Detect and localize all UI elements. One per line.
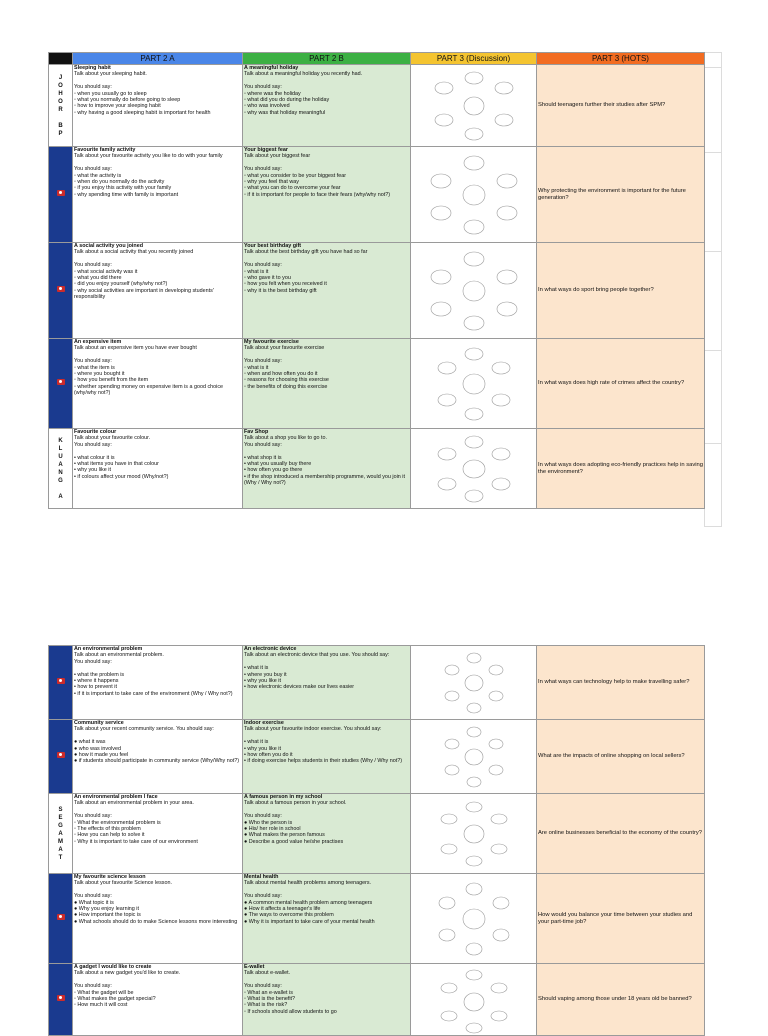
topic-body: Talk about a social activity that you recently joined You should say: ◦ what social activity was it ◦ what you did there ◦ did you enjoy yourself (why/why not?) ◦ why social activities are important in developing students' responsibility bbox=[74, 249, 214, 301]
topic-body: Talk about an environmental problem in your area. You should say: ◦ What the environmental problem is ◦ The effects of this problem ◦ How you can help to solve it ◦ Why it is important to take care of our environment bbox=[74, 800, 198, 845]
topic-title: A gadget I would like to create bbox=[74, 964, 152, 970]
hots-question[interactable]: What are the impacts of online shopping on local sellers? bbox=[537, 720, 705, 794]
part2b-cell[interactable] bbox=[243, 794, 411, 874]
part2a-cell[interactable] bbox=[73, 794, 243, 874]
table-row bbox=[49, 720, 705, 794]
topic-title: A meaningful holiday bbox=[244, 65, 299, 71]
topic-body: Talk about your favourite colour. You should say: • what colour it is • what items you have in that colour • why you like it • if colours affect your mood (Why/not?) bbox=[74, 435, 169, 480]
topic-body: Talk about your favourite exercise You should say: ◦ what is it ◦ when and how often you do it ◦ reasons for choosing this exercise ◦ the benefits of doing this exercise bbox=[244, 345, 329, 390]
mind-map-thumbnail bbox=[419, 151, 529, 239]
mind-map-cell[interactable] bbox=[411, 794, 537, 874]
table-row bbox=[49, 65, 705, 147]
part2a-cell[interactable] bbox=[73, 147, 243, 243]
table-row bbox=[49, 339, 705, 429]
table-row bbox=[49, 429, 705, 509]
table-row bbox=[49, 874, 705, 964]
mind-map-thumbnail bbox=[419, 432, 529, 506]
topic-title: An environmental problem I face bbox=[74, 794, 158, 800]
header-part-2a[interactable]: PART 2 A bbox=[73, 53, 243, 65]
state-label: K L U A N G A bbox=[49, 429, 73, 509]
topic-title: An expensive item bbox=[74, 339, 122, 345]
part2b-cell[interactable] bbox=[243, 646, 411, 720]
speaking-topics-table-2 bbox=[48, 645, 705, 1036]
topic-body: Talk about a new gadget you'd like to create. You should say: ◦ What the gadget will be ◦ What makes the gadget special? ◦ How much it will cost bbox=[74, 970, 181, 1009]
part2a-cell[interactable] bbox=[73, 964, 243, 1036]
state-label bbox=[49, 964, 73, 1036]
topic-title: Mental health bbox=[244, 874, 279, 880]
state-label bbox=[49, 243, 73, 339]
header-part-2b[interactable]: PART 2 B bbox=[243, 53, 411, 65]
topic-title: An environmental problem bbox=[74, 646, 143, 652]
mind-map-cell[interactable] bbox=[411, 243, 537, 339]
topic-body: Talk about e-wallet. You should say: ◦ What an e-wallet is ◦ What is the benefit? ◦ What is the risk? ◦ If schools should allow students to go bbox=[244, 970, 337, 1015]
hots-question[interactable]: In what ways does adopting eco-friendly practices help in saving the environment? bbox=[537, 429, 705, 509]
mind-map-cell[interactable] bbox=[411, 646, 537, 720]
part2a-cell[interactable] bbox=[73, 339, 243, 429]
table-row bbox=[49, 646, 705, 720]
mind-map-thumbnail bbox=[419, 648, 529, 718]
hots-question[interactable]: Why protecting the environment is important for the future generation? bbox=[537, 147, 705, 243]
mind-map-cell[interactable] bbox=[411, 964, 537, 1036]
mind-map-thumbnail bbox=[419, 877, 529, 961]
flag-icon bbox=[57, 995, 65, 1001]
header-part-3-discussion[interactable]: PART 3 (Discussion) bbox=[411, 53, 537, 65]
topic-title: Sleeping habit bbox=[74, 65, 111, 71]
part2b-cell[interactable] bbox=[243, 964, 411, 1036]
state-label bbox=[49, 874, 73, 964]
part2b-cell[interactable] bbox=[243, 720, 411, 794]
header-corner bbox=[49, 53, 73, 65]
mind-map-thumbnail bbox=[419, 342, 529, 426]
hots-question[interactable]: How would you balance your time between your studies and your part-time job? bbox=[537, 874, 705, 964]
flag-icon bbox=[57, 190, 65, 196]
mind-map-thumbnail bbox=[419, 247, 529, 335]
topic-title: A famous person in my school bbox=[244, 794, 323, 800]
topic-body: Talk about your sleeping habit. You should say: ◦ when you usually go to sleep ◦ what you normally do before going to sleep ◦ how to improve your sleeping habit ◦ why having a good sleeping habit is important for health bbox=[74, 71, 211, 116]
topic-title: Community service bbox=[74, 720, 124, 726]
table-row bbox=[49, 243, 705, 339]
topic-title: E-wallet bbox=[244, 964, 265, 970]
topic-title: My favourite exercise bbox=[244, 339, 299, 345]
topic-body: Talk about a shop you like to go to. You should say: • what shop it is • what you usually buy there • how often you go there • if the shop introduced a membership programme, would you join it (Why / Why not?) bbox=[244, 435, 405, 487]
part2b-cell[interactable] bbox=[243, 243, 411, 339]
topic-title: Indoor exercise bbox=[244, 720, 284, 726]
state-label bbox=[49, 646, 73, 720]
flag-icon bbox=[57, 752, 65, 758]
empty-grid-top bbox=[704, 52, 722, 527]
topic-body: Talk about an environmental problem. You should say: • what the problem is • where it happens • how to prevent it • if it is important to take care of the environment (Why / Why not?) bbox=[74, 652, 233, 697]
mind-map-thumbnail bbox=[419, 722, 529, 792]
part2b-cell[interactable] bbox=[243, 147, 411, 243]
header-part-3-hots[interactable]: PART 3 (HOTS) bbox=[537, 53, 705, 65]
topic-body: Talk about your biggest fear You should say: ◦ what you consider to be your biggest fear ◦ why you feel that way ◦ what you can do to overcome your fear ◦ if it is important for people to face their fears (why/why not?) bbox=[244, 153, 391, 198]
mind-map-cell[interactable] bbox=[411, 65, 537, 147]
part2a-cell[interactable] bbox=[73, 874, 243, 964]
topic-title: Favourite colour bbox=[74, 429, 117, 435]
part2b-cell[interactable] bbox=[243, 65, 411, 147]
part2b-cell[interactable] bbox=[243, 339, 411, 429]
hots-question[interactable]: In what ways can technology help to make travelling safer? bbox=[537, 646, 705, 720]
topic-body: Talk about mental health problems among teenagers. You should say: ● A common mental health problem among teenagers ● How it affects a teenager's life ● The ways to overcome this problem ● Why it is important to take care of your mental health bbox=[244, 880, 375, 925]
topic-body: Talk about a famous person in your school. You should say: ● Who the person is ● His/ her role in school ● What makes the person famous ● Describe a good value he/she practises bbox=[244, 800, 347, 845]
part2a-cell[interactable] bbox=[73, 429, 243, 509]
table-row bbox=[49, 147, 705, 243]
topic-title: Favourite family activity bbox=[74, 147, 136, 153]
topic-body: Talk about your favourite indoor exercise. You should say: • what it is • why you like it • how often you do it • if doing exercise helps students in their studies (Why / Why not?) bbox=[244, 726, 402, 765]
mind-map-cell[interactable] bbox=[411, 339, 537, 429]
mind-map-thumbnail bbox=[419, 966, 529, 1034]
state-label bbox=[49, 147, 73, 243]
part2a-cell[interactable] bbox=[73, 720, 243, 794]
state-label: S E G A M A T bbox=[49, 794, 73, 874]
part2a-cell[interactable] bbox=[73, 65, 243, 147]
part2b-cell[interactable] bbox=[243, 429, 411, 509]
mind-map-cell[interactable] bbox=[411, 720, 537, 794]
flag-icon bbox=[57, 286, 65, 292]
topic-body: Talk about your recent community service. You should say: ● what it was ● who was involved ● how it made you feel ● if students should participate in community service (Why/Why not?) bbox=[74, 726, 240, 765]
topic-title: Fav Shop bbox=[244, 429, 269, 435]
state-label bbox=[49, 339, 73, 429]
topic-body: Talk about a meaningful holiday you recently had. You should say: ◦ where was the holiday ◦ what did you do during the holiday ◦ who was involved ◦ why was that holiday meaningful bbox=[244, 71, 363, 116]
topic-body: Talk about an electronic device that you use. You should say: • what it is • where you buy it • why you like it • how electronic devices make our lives easier bbox=[244, 652, 390, 691]
hots-question[interactable]: Should teenagers further their studies after SPM? bbox=[537, 65, 705, 147]
part2a-cell[interactable] bbox=[73, 646, 243, 720]
mind-map-cell[interactable] bbox=[411, 147, 537, 243]
topic-body: Talk about your favourite Science lesson. You should say: ● What topic it is ● Why you enjoy learning it ● How important the topic is ● What schools should do to make Science lessons more interesting bbox=[74, 880, 238, 925]
topic-title: My favourite science lesson bbox=[74, 874, 146, 880]
state-label: J O H O R B P bbox=[49, 65, 73, 147]
topic-body: Talk about an expensive item you have ever bought You should say: ◦ what the item is ◦ where you bought it ◦ how you benefit from the item ◦ whether spending money on expensive item is a good choice (why/why not?) bbox=[74, 345, 224, 397]
flag-icon bbox=[57, 914, 65, 920]
topic-body: Talk about the best birthday gift you have had so far You should say: ◦ what is it ◦ who gave it to you ◦ how you felt when you received it ◦ why it is the best birthday gift bbox=[244, 249, 368, 294]
mind-map-cell[interactable] bbox=[411, 429, 537, 509]
mind-map-thumbnail bbox=[419, 797, 529, 871]
part2b-cell[interactable] bbox=[243, 874, 411, 964]
topic-body: Talk about your favourite activity you like to do with your family You should say: ◦ what the activity is ◦ when do you normally do the activity ◦ if you enjoy this activity with your family ◦ why spending time with family is important bbox=[74, 153, 223, 198]
topic-title: A social activity you joined bbox=[74, 243, 143, 249]
hots-question[interactable]: Should vaping among those under 18 years old be banned? bbox=[537, 964, 705, 1036]
topic-title: An electronic device bbox=[244, 646, 297, 652]
mind-map-cell[interactable] bbox=[411, 874, 537, 964]
part2a-cell[interactable] bbox=[73, 243, 243, 339]
flag-icon bbox=[57, 379, 65, 385]
table-row bbox=[49, 794, 705, 874]
hots-question[interactable]: Are online businesses beneficial to the economy of the country? bbox=[537, 794, 705, 874]
mind-map-thumbnail bbox=[419, 68, 529, 144]
hots-question[interactable]: In what ways do sport bring people together? bbox=[537, 243, 705, 339]
topic-title: Your best birthday gift bbox=[244, 243, 302, 249]
state-label bbox=[49, 720, 73, 794]
table-row bbox=[49, 964, 705, 1036]
topic-title: Your biggest fear bbox=[244, 147, 288, 153]
speaking-topics-table-1 bbox=[48, 52, 705, 509]
flag-icon bbox=[57, 678, 65, 684]
hots-question[interactable]: In what ways does high rate of crimes affect the country? bbox=[537, 339, 705, 429]
